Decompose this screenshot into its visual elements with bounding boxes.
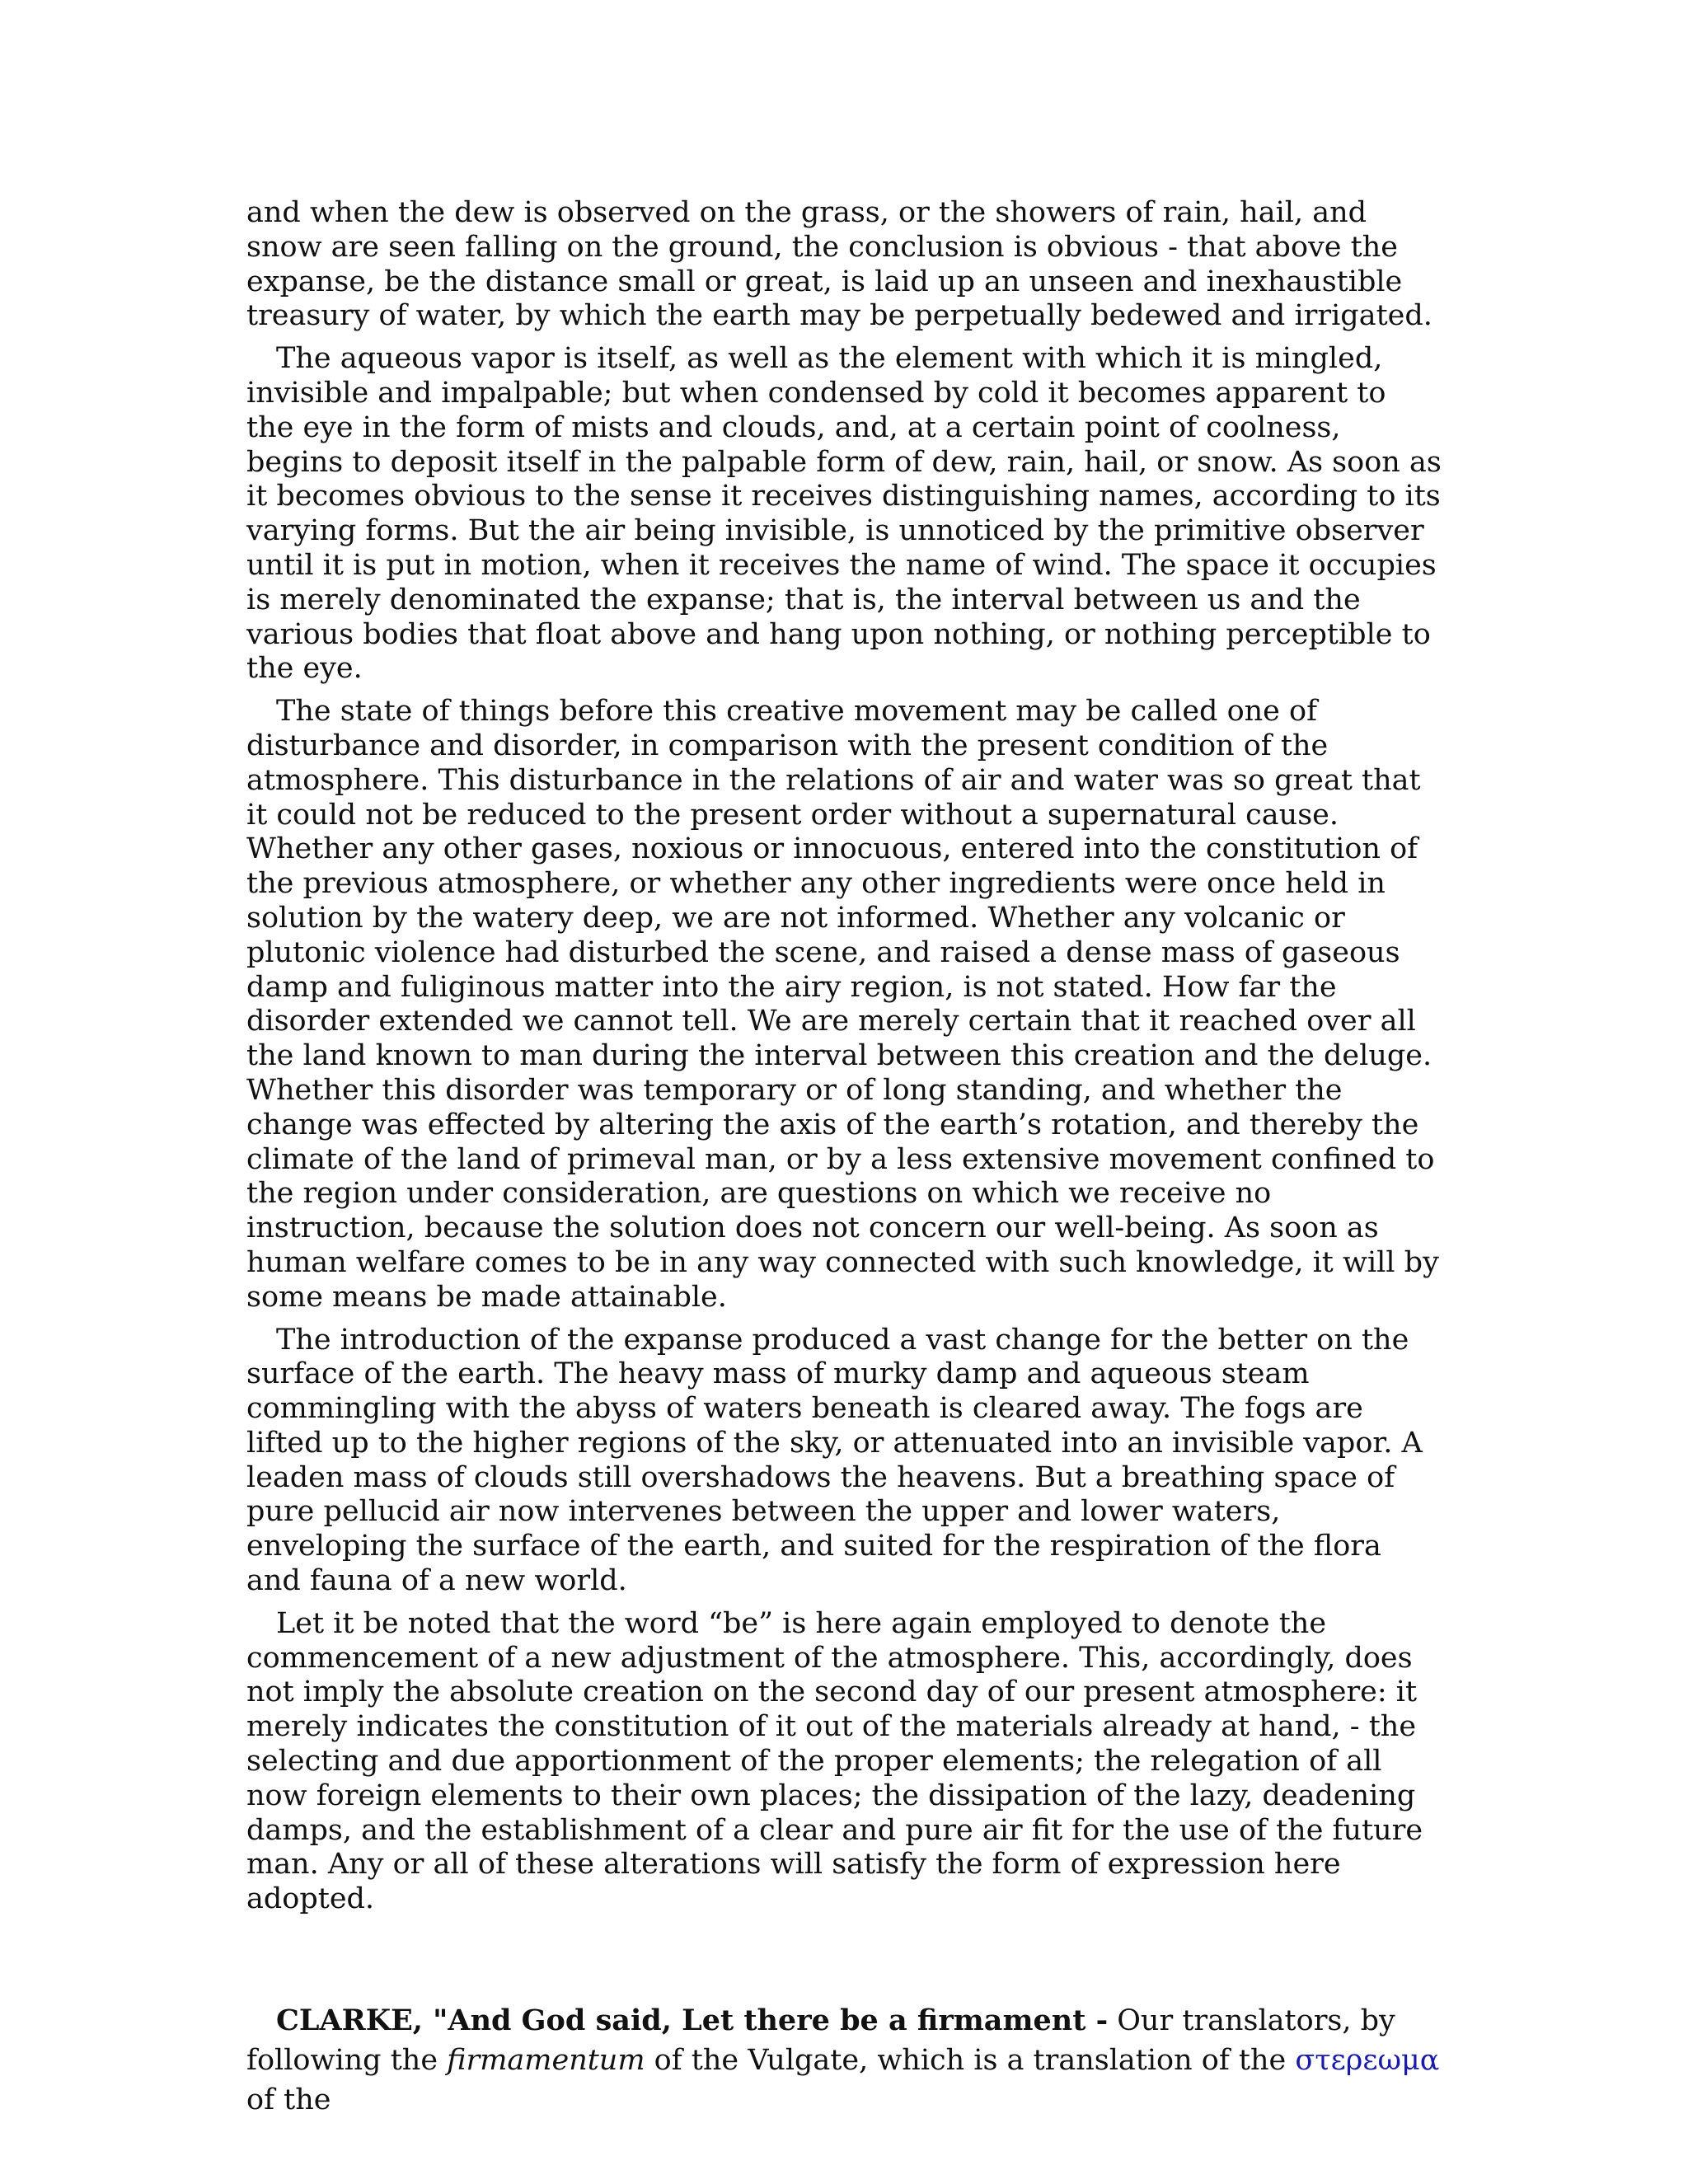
clarke-text-3: of the: [246, 2083, 331, 2117]
paragraph-dew: and when the dew is observed on the grass, or the showers of rain, hail, and snow are seen falling on the ground, the conclusion is obvious - that above the expanse, be the distance small or great, is laid up an unseen and inexhaustible treasury of water, by which the earth may be perpetually bedewed and irrigated.: [246, 196, 1432, 333]
clarke-text-1: Our translators, by following the: [246, 2004, 1395, 2078]
clarke-lead: CLARKE, "And God said, Let there be a firmament -: [276, 2004, 1109, 2038]
document-page: [246, 196, 1442, 2128]
paragraph-disturbance: The state of things before this creative movement may be called one of disturbance and disorder, in comparison with the present condition of the atmosphere. This disturbance in the relations of air and water was so great that it could not be reduced to the present order without a supernatural cause. Whether any other gases, noxious or innocuous, entered into the constitution of the previous atmosphere, or whether any other ingredients were once held in solution by the watery deep, we are not informed. Whether any volcanic or plutonic violence had disturbed the scene, and raised a dense mass of gaseous damp and fuliginous matter into the airy region, is not stated. How far the disorder extended we cannot tell. We are merely certain that it reached over all the land known to man during the interval between this creation and the deluge. Whether this disorder was temporary or of long standing, and whether the change was effected by altering the axis of the earth’s rotation, and thereby the climate of the land of primeval man, or by a less extensive movement confined to the region under consideration, are questions on which we receive no instruction, because the solution does not concern our well-being. As soon as human welfare comes to be in any way connected with such knowledge, it will by some means be made attainable.: [246, 695, 1439, 1314]
clarke-text-2: of the Vulgate, which is a translation of the: [645, 2044, 1296, 2078]
paragraph-aqueous-vapor: The aqueous vapor is itself, as well as the element with which it is mingled, invisible and impalpable; but when condensed by cold it becomes apparent to the eye in the form of mists and clouds, and, at a certain point of coolness, begins to deposit itself in the palpable form of dew, rain, hail, or snow. As soon as it becomes obvious to the sense it receives distinguishing names, according to its varying forms. But the air being invisible, is unnoticed by the primitive observer until it is put in motion, when it receives the name of wind. The space it occupies is merely denominated the expanse; that is, the interval between us and the various bodies that float above and hang upon nothing, or nothing perceptible to the eye.: [246, 342, 1442, 686]
clarke-commentary: [246, 2001, 1442, 2120]
clarke-italic-term: firmamentum: [447, 2044, 645, 2078]
paragraph-word-be: Let it be noted that the word “be” is here again employed to denote the commencement of a new adjustment of the atmosphere. This, accordingly, does not imply the absolute creation on the second day of our present atmosphere: it merely indicates the constitution of it out of the materials already at hand, - the selecting and due apportionment of the proper elements; the relegation of all now foreign elements to their own places; the dissipation of the lazy, deadening damps, and the establishment of a clear and pure air fit for the use of the future man. Any or all of these alterations will satisfy the form of expression here adopted.: [246, 1606, 1423, 1916]
section-gap: [246, 1925, 1442, 2001]
greek-word-link[interactable]: στερεωμα: [1295, 2044, 1440, 2078]
paragraph-expanse-change: The introduction of the expanse produced a vast change for the better on the surface of the earth. The heavy mass of murky damp and aqueous steam commingling with the abyss of waters beneath is cleared away. The fogs are lifted up to the higher regions of the sky, or attenuated into an invisible vapor. A leaden mass of clouds still overshadows the heavens. But a breathing space of pure pellucid air now intervenes between the upper and lower waters, enveloping the surface of the earth, and suited for the respiration of the flora and fauna of a new world.: [246, 1323, 1423, 1598]
